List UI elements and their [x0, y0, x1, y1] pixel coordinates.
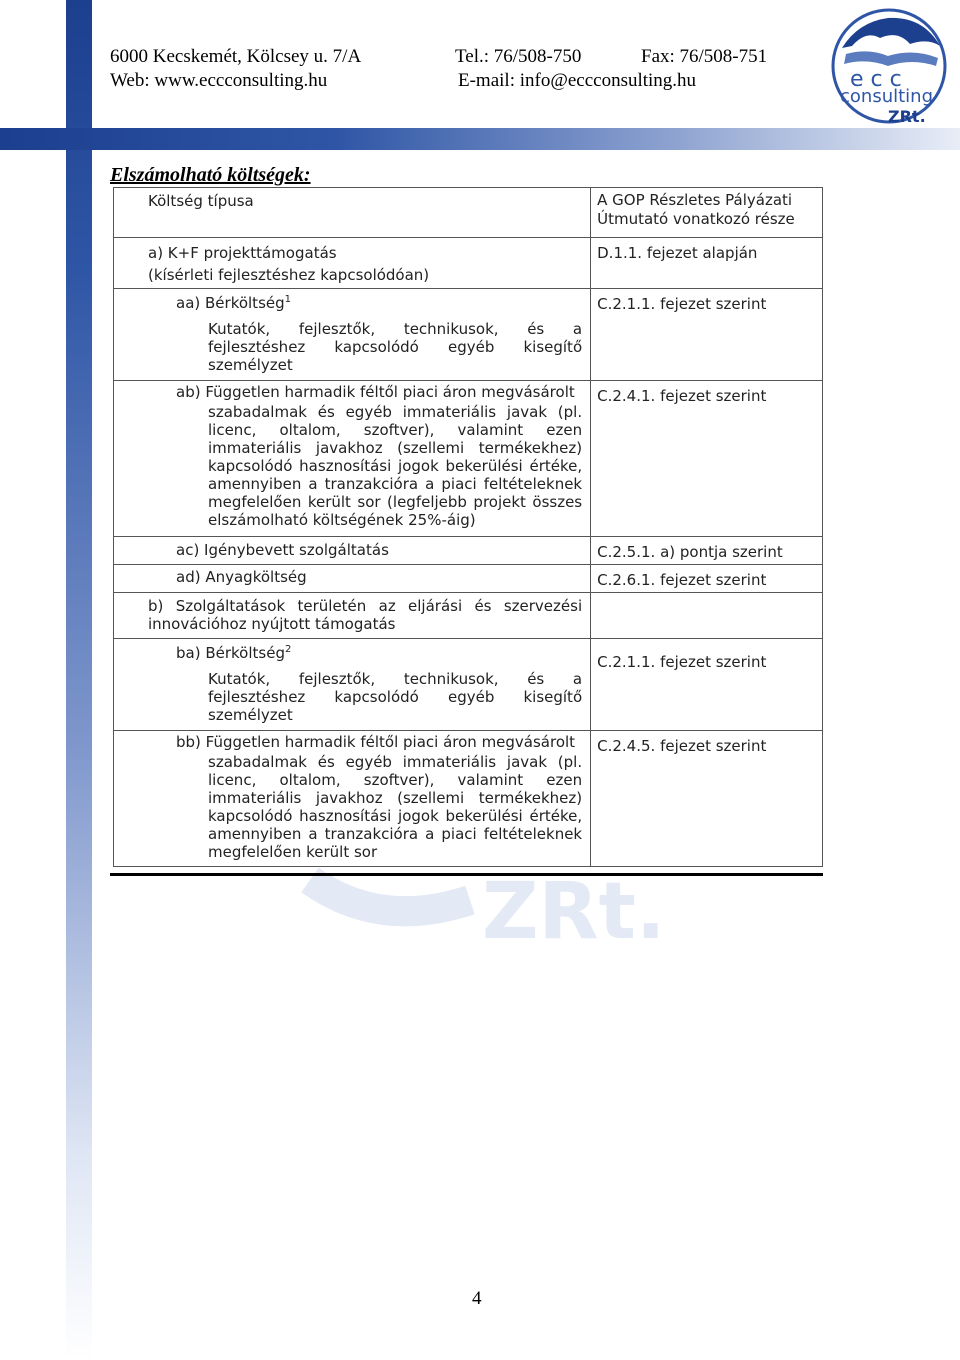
guide-reference: D.1.1. fejezet alapján	[597, 244, 758, 262]
guide-reference: C.2.4.1. fejezet szerint	[597, 387, 767, 405]
table-row	[114, 238, 823, 289]
header-fax: Fax: 76/508-751	[641, 46, 768, 67]
row-label-sub: (kísérleti fejlesztéshez kapcsolódóan)	[148, 266, 430, 284]
table-row	[114, 537, 823, 565]
page-number: 4	[472, 1288, 482, 1309]
header-cell-guide-section: A GOP Részletes Pályázati Útmutató vonatkozó része	[591, 188, 823, 238]
left-decorative-bar	[66, 0, 92, 1360]
header-email: E-mail: info@eccconsulting.hu	[458, 70, 697, 91]
table-row	[114, 289, 823, 381]
page-title: Elszámolható költségek:	[110, 164, 311, 186]
guide-reference	[597, 595, 816, 599]
header-decorative-bar	[0, 128, 960, 150]
guide-reference: C.2.1.1. fejezet szerint	[597, 295, 767, 313]
costs-table	[113, 187, 823, 867]
row-title: aa) Bérköltség	[176, 294, 285, 312]
svg-text:e c c: e c c	[850, 67, 902, 92]
row-title: bb) Független harmadik féltől piaci áron megvásárolt	[176, 733, 576, 751]
header-tel: Tel.: 76/508-750	[455, 46, 582, 67]
row-body: szabadalmak és egyéb immateriális javak (pl. licenc, oltalom, szoftver), valamint ezen immateriális javakhoz (szellemi termékekhez) kapcsolódó hasznosítási jogok bekerülési értéke, amennyiben a tranzakcióra a piaci feltételeknek megfelelően került sor	[208, 753, 583, 861]
table-row	[114, 731, 823, 867]
svg-text:consulting: consulting	[840, 86, 933, 107]
row-title: ba) Bérköltség	[176, 644, 285, 662]
row-body: Kutatók, fejlesztők, technikusok, és a fejlesztéshez kapcsolódó egyéb kisegítő személyzet	[208, 670, 583, 724]
table-row	[114, 381, 823, 537]
row-title: ab) Független harmadik féltől piaci áron megvásárolt	[176, 383, 575, 401]
guide-reference: C.2.1.1. fejezet szerint	[597, 653, 767, 671]
guide-reference: C.2.4.5. fejezet szerint	[597, 737, 767, 755]
header-address: 6000 Kecskemét, Kölcsey u. 7/A	[110, 46, 362, 67]
svg-text:ZRt.: ZRt.	[888, 107, 926, 126]
row-title: b) Szolgáltatások területén az eljárási és szervezési innovációhoz nyújtott támogatás	[148, 597, 583, 633]
table-row	[114, 565, 823, 593]
row-label: a) K+F projekttámogatás	[148, 244, 337, 262]
company-logo	[828, 8, 950, 126]
guide-reference: C.2.6.1. fejezet szerint	[597, 571, 767, 589]
svg-text:ZRt.: ZRt.	[482, 867, 666, 957]
footnote-marker: 2	[284, 644, 292, 655]
table-row	[114, 593, 823, 639]
row-title: ad) Anyagköltség	[176, 568, 307, 586]
table-header-row	[114, 188, 823, 238]
header-cell-cost-type: Költség típusa	[114, 188, 591, 238]
header-web: Web: www.eccconsulting.hu	[110, 70, 328, 91]
footnote-marker: 1	[284, 294, 292, 305]
guide-reference: C.2.5.1. a) pontja szerint	[597, 543, 783, 561]
row-body: Kutatók, fejlesztők, technikusok, és a fejlesztéshez kapcsolódó egyéb kisegítő személyzet	[208, 320, 583, 374]
row-body: szabadalmak és egyéb immateriális javak (pl. licenc, oltalom, szoftver), valamint ezen immateriális javakhoz (szellemi termékekhez) kapcsolódó hasznosítási jogok bekerülési értéke, amennyiben a tranzakcióra a piaci feltételeknek megfelelően került sor (legfeljebb projekt összes elszámolható költségének 25%-áig)	[208, 403, 583, 529]
row-title: ac) Igénybevett szolgáltatás	[176, 541, 389, 559]
costs-table-wrapper	[110, 187, 823, 876]
table-row	[114, 639, 823, 731]
